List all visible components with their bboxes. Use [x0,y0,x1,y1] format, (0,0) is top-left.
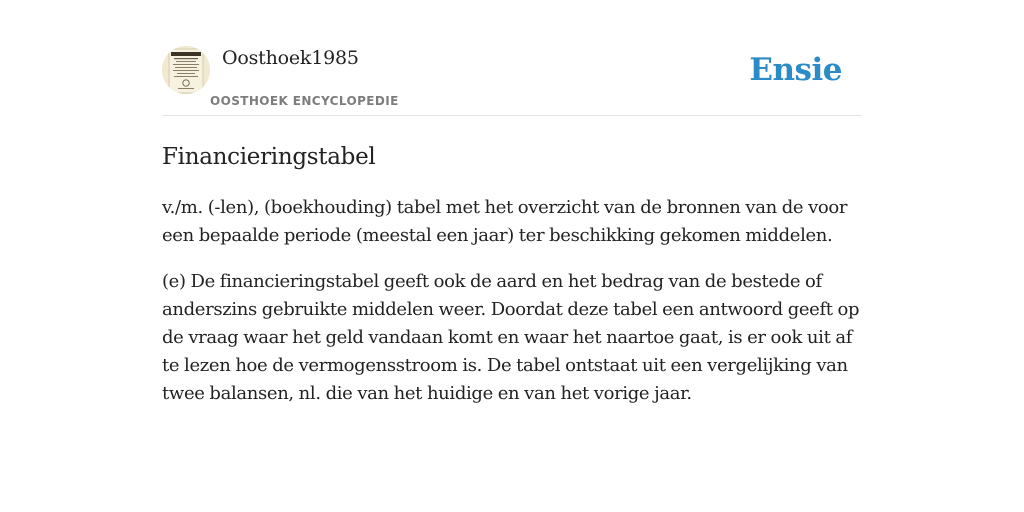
entry-paragraph: (e) De financieringstabel geeft ook de aard en het bedrag van de bestede of anderszins gebruikte middelen weer. Doordat deze tabel een antwoord geeft op de vraag waar het geld vandaan komt en waar het naartoe gaat, is er ook uit af te lezen hoe de vermogensstroom is. De tabel ontstaat uit een vergelijking van twee balansen, nl. die van het huidige en van het vorige jaar. [162,271,860,404]
entry-title: Financieringstabel [162,144,376,170]
source-name[interactable]: Oosthoek1985 [222,47,359,69]
entry-card [162,40,862,408]
source-avatar[interactable] [162,46,210,94]
entry-paragraph: v./m. (-len), (boekhouding) tabel met het overzicht van de bronnen van de voor een bepaalde periode (meestal een jaar) ter beschikking gekomen middelen. [162,197,848,246]
source-subtitle: OOSTHOEK ENCYCLOPEDIE [210,94,399,108]
book-title-page-icon [162,46,210,94]
brand-logo[interactable]: Ensie [749,52,842,88]
entry-header [162,40,862,116]
